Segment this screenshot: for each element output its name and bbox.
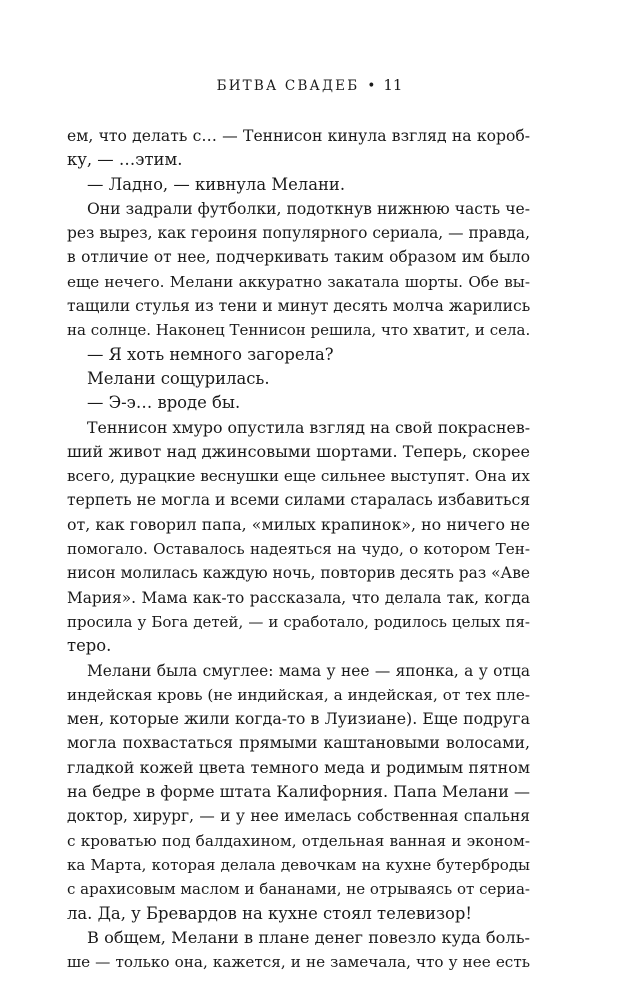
text-line: Мелани была смуглее: мама у нее — японка, а у отца: [87, 661, 530, 680]
text-line: теро.: [67, 636, 112, 656]
book-title: БИТВА СВАДЕБ: [216, 78, 360, 94]
text-line: просила у Бога детей, — и сработало, родилось целых пя-: [67, 612, 530, 631]
text-line: нисон молилась каждую ночь, повторив десять раз «Аве: [67, 564, 530, 583]
text-line: ший живот над джинсовыми шортами. Теперь, скорее: [67, 441, 530, 461]
text-line: гладкой кожей цвета темного меда и родимым пятном: [67, 757, 530, 777]
text-line: доктор, хирург, — и у нее имелась собственная спальня: [67, 807, 530, 826]
text-line: индейская кровь (не индийская, а индейская, от тех пле-: [67, 685, 530, 704]
text-line: Теннисон хмуро опустила взгляд на свой покраснев-: [87, 417, 531, 437]
page-number: 11: [383, 76, 403, 94]
text-line: мен, которые жили когда-то в Луизиане). Еще подруга: [67, 709, 530, 729]
body-text: [67, 124, 530, 974]
text-line: всего, дурацкие веснушки еще сильнее выступят. Она их: [67, 467, 530, 486]
text-line: ем, что делать с… — Теннисон кинула взгляд на короб-: [67, 127, 530, 145]
text-line: с кроватью под балдахином, отдельная ванная и эконом-: [67, 831, 530, 850]
text-line: — Э-э… вроде бы.: [87, 393, 241, 413]
text-line: с арахисовым маслом и бананами, не отрываясь от сериа-: [67, 880, 530, 899]
text-line: — Я хоть немного загорела?: [87, 344, 334, 364]
text-line: Они задрали футболки, подоткнув нижнюю часть че-: [87, 199, 530, 218]
text-line: В общем, Мелани в плане денег повезло куда боль-: [87, 927, 530, 947]
text-line: помогало. Оставалось надеяться на чудо, о котором Тен-: [67, 540, 530, 559]
text-line: ку, — …этим.: [67, 150, 183, 170]
text-line: ла. Да, у Бревардов на кухне стоял телевизор!: [67, 903, 472, 923]
text-line: могла похвастаться прямыми каштановыми волосами,: [67, 733, 530, 753]
text-line: терпеть не могла и всеми силами старалась избавиться: [67, 491, 531, 510]
text-line: — Ладно, — кивнула Мелани.: [87, 174, 346, 194]
text-line: в отличие от нее, подчеркивать таким образом им было: [67, 248, 530, 267]
text-line: тащили стулья из тени и минут десять молча жарились: [67, 297, 531, 316]
text-line: рез вырез, как героиня популярного сериала, — правда,: [67, 224, 530, 243]
text-line: ка Марта, которая делала девочкам на кухне бутерброды: [67, 855, 530, 874]
text-line: на солнце. Наконец Теннисон решила, что хватит, и села.: [67, 321, 531, 340]
text-line: Мелани сощурилась.: [87, 368, 270, 388]
text-line: на бедре в форме штата Калифорния. Папа Мелани —: [67, 782, 530, 802]
text-line: ше — только она, кажется, и не замечала, что у нее есть: [67, 953, 530, 972]
text-line: Мария». Мама как-то рассказала, что делала так, когда: [67, 588, 530, 607]
header-separator: •: [367, 78, 376, 94]
running-header: [0, 76, 619, 94]
text-line: еще нечего. Мелани аккуратно закатала шорты. Обе вы-: [67, 272, 530, 291]
text-line: от, как говорил папа, «милых крапинок», но ничего не: [67, 514, 530, 534]
